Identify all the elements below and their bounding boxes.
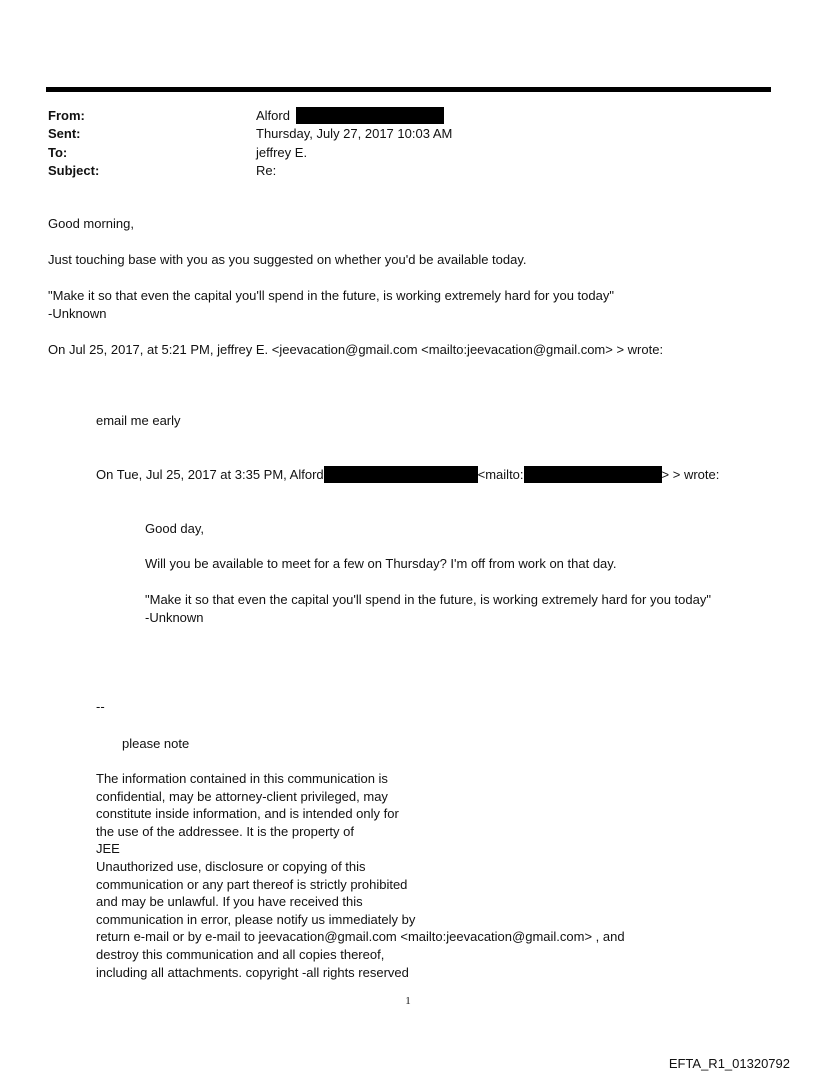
disclaimer <box>96 770 625 981</box>
reply-header-1: On Jul 25, 2017, at 5:21 PM, jeffrey E. <jeevacation@gmail.com <mailto:jeevacation@gmail.com> > wrote: <box>48 342 664 357</box>
reply-header-2-suffix: > > wrote: <box>661 467 720 482</box>
signature-separator: -- <box>96 699 105 714</box>
redaction-box <box>296 107 444 124</box>
disclaimer-line: JEE <box>96 841 120 857</box>
disclaimer-line: the use of the addressee. It is the property of <box>96 823 354 839</box>
subject-label: Subject: <box>48 163 100 178</box>
reply1-text: email me early <box>96 413 181 428</box>
reply2-greeting: Good day, <box>145 521 205 536</box>
from-name: Alford <box>256 108 290 123</box>
disclaimer-line: including all attachments. copyright -all rights reserved <box>96 964 409 980</box>
disclaimer-line: communication in error, please notify us immediately by <box>96 911 416 927</box>
disclaimer-line: communication or any part thereof is strictly prohibited <box>96 876 408 892</box>
disclaimer-line: confidential, may be attorney-client privileged, may <box>96 788 388 804</box>
subject-value: Re: <box>256 163 277 178</box>
redaction-box <box>524 466 662 483</box>
disclaimer-line: destroy this communication and all copies thereof, <box>96 946 385 962</box>
sent-label: Sent: <box>48 126 81 141</box>
message-greeting: Good morning, <box>48 216 134 231</box>
disclaimer-line: The information contained in this communication is <box>96 771 388 786</box>
reply-header-2 <box>96 466 719 484</box>
redaction-box <box>324 466 478 483</box>
please-note: please note <box>122 736 190 751</box>
disclaimer-line: constitute inside information, and is intended only for <box>96 806 399 822</box>
to-label: To: <box>48 145 68 160</box>
reply-header-2-mailto: <mailto: <box>477 467 524 482</box>
from-label: From: <box>48 108 85 123</box>
disclaimer-line: and may be unlawful. If you have received this <box>96 894 363 910</box>
message-line1: Just touching base with you as you suggested on whether you'd be available today. <box>48 252 527 267</box>
reply-header-2-prefix: On Tue, Jul 25, 2017 at 3:35 PM, Alford <box>96 467 324 482</box>
header-divider <box>46 87 771 92</box>
document-id: EFTA_R1_01320792 <box>668 1056 790 1071</box>
to-value: jeffrey E. <box>256 145 308 160</box>
from-value <box>256 107 444 125</box>
page-number: 1 <box>405 995 411 1007</box>
message-quote-author: -Unknown <box>48 306 107 321</box>
sent-value: Thursday, July 27, 2017 10:03 AM <box>256 126 453 141</box>
reply2-quote-author: -Unknown <box>145 610 204 625</box>
message-quote: "Make it so that even the capital you'll spend in the future, is working extremely hard for you today" <box>48 288 614 303</box>
disclaimer-line: return e-mail or by e-mail to jeevacation@gmail.com <mailto:jeevacation@gmail.com> , and <box>96 929 625 945</box>
reply2-quote: "Make it so that even the capital you'll spend in the future, is working extremely hard for you today" <box>145 592 711 607</box>
disclaimer-line: Unauthorized use, disclosure or copying of this <box>96 858 366 874</box>
reply2-line1: Will you be available to meet for a few on Thursday? I'm off from work on that day. <box>145 556 617 571</box>
